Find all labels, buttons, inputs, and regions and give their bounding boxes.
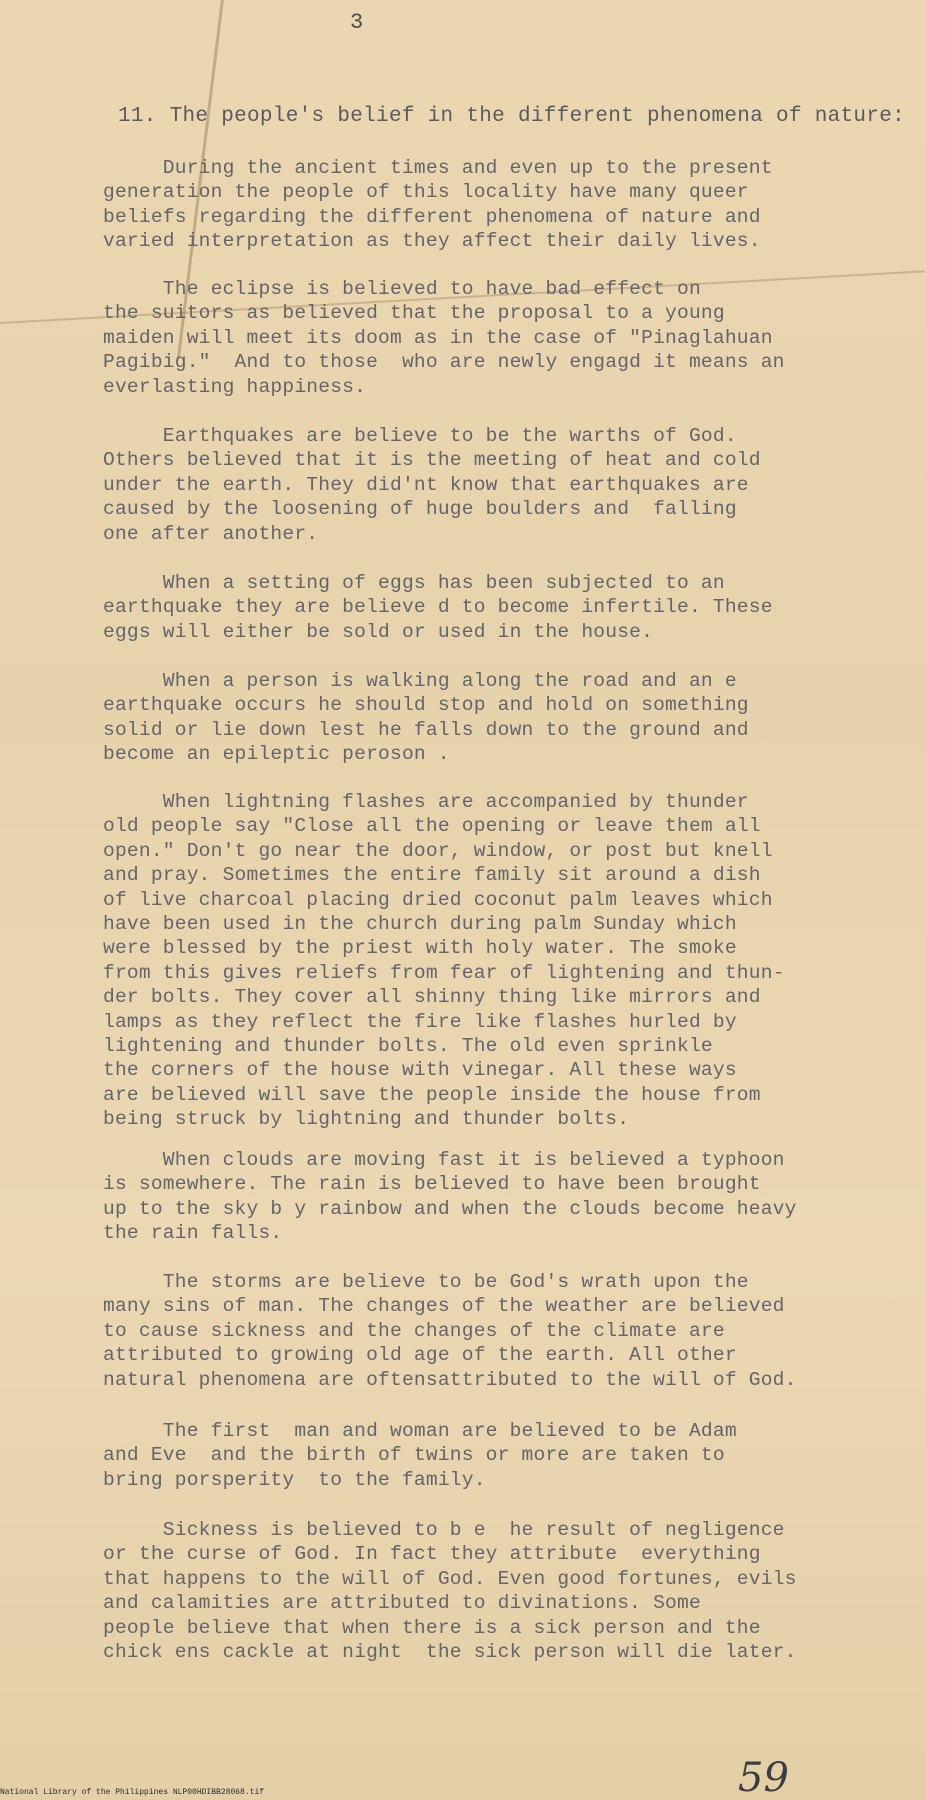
paragraph-lightning: When lightning flashes are accompanied by thunder old people say "Close all the opening or leave them all open." Don't go near the door, window, or post but knell and pray. Sometimes the entire family sit around a dish of live charcoal placing dried coconut palm leaves which have been used in the church during palm Sunday which were blessed by the priest with holy water. The smoke from this gives reliefs from fear of lightening and thun- der bolts. They cover all shinny thing like mirrors and lamps as they reflect the fire like flashes hurled by lightening and thunder bolts. The old even sprinkle the corners of the house with vinegar. All these ways are believed will save the people inside the house from being struck by lightning and thunder bolts. — [103, 791, 785, 1131]
paragraph-intro: During the ancient times and even up to the present generation the people of this locality have many queer beliefs regarding the different phenomena of nature and varied interpretation as they affect their daily lives. — [103, 157, 773, 253]
section-heading: 11. The people's belief in the different phenomena of nature: — [118, 105, 906, 128]
page-number: 3 — [350, 10, 364, 35]
paragraph-earthquakes: Earthquakes are believe to be the warths of God. Others believed that it is the meeting of heat and cold under the earth. They did'nt know that earthquakes are caused by the loosening of huge boulders and falling one after another. — [103, 425, 761, 545]
paragraph-walking: When a person is walking along the road and an e earthquake occurs he should stop and hold on something solid or lie down lest he falls down to the ground and become an epileptic peroson . — [103, 670, 749, 766]
paragraph-storms: The storms are believe to be God's wrath upon the many sins of man. The changes of the weather are believed to cause sickness and the changes of the climate are attributed to growing old age of the earth. All other natural phenomena are oftensattributed to the will of God. — [103, 1271, 797, 1391]
scan-footer: National Library of the Philippines NLP00HDIBB28068.tif — [0, 1788, 265, 1797]
paragraph-eggs: When a setting of eggs has been subjected to an earthquake they are believe d to become infertile. These eggs will either be sold or used in the house. — [103, 572, 773, 643]
paragraph-sickness: Sickness is believed to b e he result of negligence or the curse of God. In fact they attribute everything that happens to the will of God. Even good fortunes, evils and calamities are attributed to divinations. Some people believe that when there is a sick person and the chick ens cackle at night the sick person will die later. — [103, 1519, 797, 1664]
paragraph-first-man: The first man and woman are believed to be Adam and Eve and the birth of twins or more are taken to bring porsperity to the family. — [103, 1420, 737, 1491]
paragraph-eclipse: The eclipse is believed to have bad effect on the suitors as believed that the proposal to a young maiden will meet its doom as in the case of "Pinaglahuan Pagibig." And to those who are newly engagd it means an everlasting happiness. — [103, 278, 785, 398]
handwritten-page-number: 59 — [738, 1755, 789, 1800]
paragraph-clouds: When clouds are moving fast it is believed a typhoon is somewhere. The rain is believed to have been brought up to the sky b y rainbow and when the clouds become heavy the rain falls. — [103, 1149, 797, 1245]
